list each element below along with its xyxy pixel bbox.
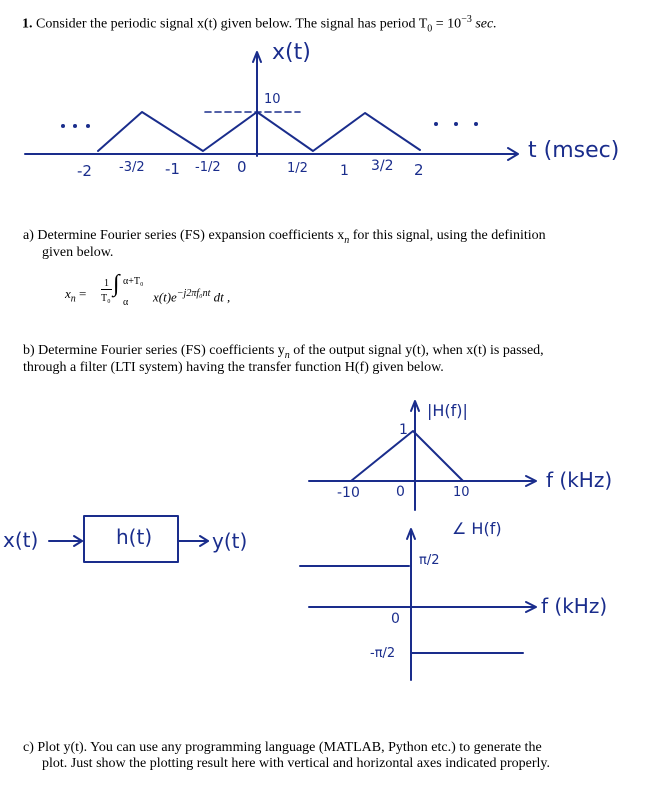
mag-response bbox=[351, 431, 463, 481]
formula-integrand: x(t)e bbox=[153, 289, 177, 305]
part-c-line2: plot. Just show the plotting result here with vertical and horizontal axes indicated properly. bbox=[42, 756, 551, 771]
formula-frac-num: 1 bbox=[104, 278, 109, 289]
block-output-label: y(t) bbox=[212, 529, 248, 553]
part-a-sub: n bbox=[344, 234, 350, 246]
phase-label: ∠ H(f) bbox=[452, 519, 502, 538]
block-label: h(t) bbox=[116, 525, 153, 549]
mag-right-tick: 10 bbox=[453, 485, 470, 500]
part-b-sub: n bbox=[284, 349, 290, 361]
problem-intro: Consider the periodic signal x(t) given below. The signal has period T bbox=[36, 16, 428, 32]
part-a-text-rest: for this signal, using the definition bbox=[349, 228, 546, 243]
part-b-text-rest: of the output signal y(t), when x(t) is passed, bbox=[289, 343, 544, 358]
period-unit: sec. bbox=[471, 16, 497, 32]
tick-2: 2 bbox=[414, 161, 424, 179]
problem-number: 1. bbox=[22, 16, 33, 32]
signal-x-label: t (msec) bbox=[528, 138, 620, 163]
tick-minus-1-2: -1/2 bbox=[195, 160, 221, 175]
period-exponent: −3 bbox=[461, 14, 472, 25]
phase-zero-tick: 0 bbox=[391, 611, 400, 627]
tick-minus-2: -2 bbox=[77, 162, 92, 180]
phase-x-label: f (kHz) bbox=[541, 594, 608, 618]
part-c-line1: c) Plot y(t). You can use any programming language (MATLAB, Python etc.) to generate the bbox=[23, 740, 542, 755]
mag-label: |H(f)| bbox=[427, 401, 468, 420]
phase-top-tick: π/2 bbox=[419, 553, 440, 568]
part-b-line2: through a filter (LTI system) having the transfer function H(f) given below. bbox=[23, 360, 444, 375]
tick-1: 1 bbox=[340, 163, 349, 179]
formula-xn-sub: n bbox=[70, 293, 76, 305]
formula-int-upper: α+T₀ bbox=[123, 276, 144, 287]
formula-exponent: −j2πf₀nt bbox=[176, 288, 211, 299]
phase-bottom-tick: -π/2 bbox=[370, 646, 396, 661]
tick-1-2: 1/2 bbox=[287, 161, 308, 176]
period-subscript: 0 bbox=[427, 23, 433, 35]
signal-peak-label: 10 bbox=[264, 92, 281, 107]
mag-zero-tick: 0 bbox=[396, 484, 405, 500]
block-input-label: x(t) bbox=[3, 528, 39, 552]
period-equals: = 10 bbox=[432, 16, 462, 32]
formula-integral: ∫ bbox=[113, 271, 120, 297]
part-b-text: b) Determine Fourier series (FS) coefficients y bbox=[23, 343, 285, 358]
formula-dt: dt , bbox=[210, 289, 231, 305]
mag-left-tick: -10 bbox=[337, 485, 360, 501]
formula-xn: x bbox=[65, 286, 71, 301]
mag-peak-label: 1 bbox=[399, 422, 408, 438]
signal-y-label: x(t) bbox=[272, 40, 311, 65]
tick-minus-3-2: -3/2 bbox=[119, 160, 145, 175]
formula-frac-den: T₀ bbox=[101, 293, 111, 304]
part-a-line2: given below. bbox=[42, 245, 114, 260]
formula-int-lower: α bbox=[123, 297, 129, 308]
part-a-text: a) Determine Fourier series (FS) expansion coefficients x bbox=[23, 228, 345, 243]
tick-3-2: 3/2 bbox=[371, 158, 394, 174]
tick-zero: 0 bbox=[237, 158, 247, 176]
mag-x-label: f (kHz) bbox=[546, 468, 613, 492]
tick-minus-1: -1 bbox=[165, 160, 180, 178]
formula-equals: = bbox=[79, 286, 87, 301]
